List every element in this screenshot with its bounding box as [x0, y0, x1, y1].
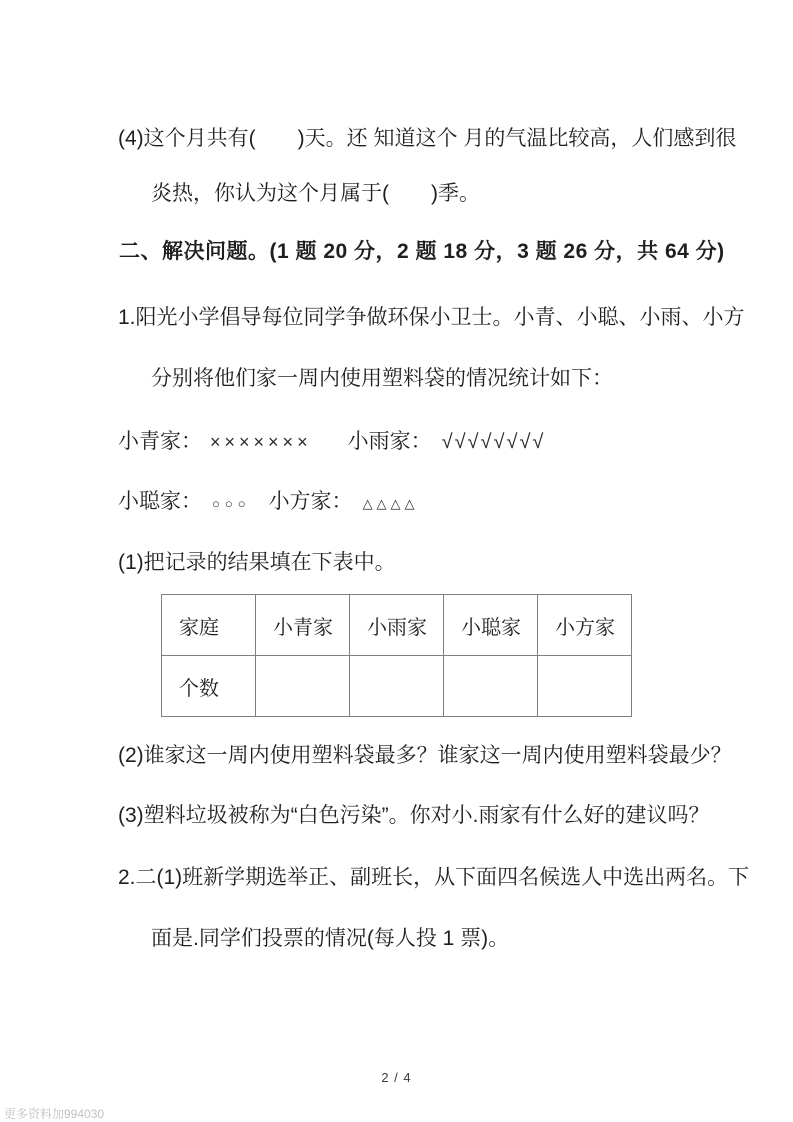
problem2-line2: 面是.同学们投票的情况(每人投 1 票)。	[151, 927, 510, 950]
family2-label: 小雨家：	[347, 430, 432, 453]
tally-table	[161, 594, 632, 717]
section-heading: 二、解决问题。(1 题 20 分，2 题 18 分，3 题 26 分，共 64 分)	[119, 240, 725, 263]
table-cell: 个数	[162, 656, 256, 717]
problem1-sub1: (1)把记录的结果填在下表中。	[118, 551, 396, 574]
problem1-sub3: (3)塑料垃圾被称为“白色污染”。你对小.雨家有什么好的建议吗？	[118, 804, 710, 827]
table-cell: 小雨家	[350, 595, 444, 656]
table-data-row	[162, 656, 632, 717]
family4-tally-marks: △△△△	[362, 496, 419, 511]
table-cell	[350, 656, 444, 717]
question4-line1: (4)这个月共有( )天。还 知道这个 月的气温比较高，人们感到很	[118, 127, 737, 150]
table-cell	[444, 656, 538, 717]
problem2-line1: 2.二(1)班新学期选举正、副班长，从下面四名候选人中选出两名。下	[118, 866, 750, 889]
family3-tally-marks: ○○○	[212, 496, 251, 511]
table-cell: 小青家	[256, 595, 350, 656]
tally-line-1	[118, 430, 545, 454]
family2-tally-marks: √√√√√√√√	[441, 431, 546, 453]
tally-line-2	[118, 490, 419, 516]
table-header-row	[162, 595, 632, 656]
watermark-text: 更多资料加994030	[4, 1107, 105, 1121]
family4-label: 小方家：	[268, 490, 353, 513]
table-cell	[256, 656, 350, 717]
table-cell: 家庭	[162, 595, 256, 656]
problem1-sub2: (2)谁家这一周内使用塑料袋最多？谁家这一周内使用塑料袋最少？	[118, 744, 732, 767]
problem1-line1: 1.阳光小学倡导每位同学争做环保小卫士。小青、小聪、小雨、小方	[118, 306, 745, 329]
page-number: 2 / 4	[381, 1070, 412, 1085]
table-cell	[538, 656, 632, 717]
family1-tally-marks: ×××××××	[210, 432, 312, 452]
problem1-line2: 分别将他们家一周内使用塑料袋的情况统计如下：	[151, 367, 613, 390]
question4-line2: 炎热，你认为这个月属于( )季。	[151, 182, 480, 205]
table-cell: 小聪家	[444, 595, 538, 656]
family1-label: 小青家：	[118, 430, 202, 453]
table-cell: 小方家	[538, 595, 632, 656]
family3-label: 小聪家：	[118, 490, 202, 513]
